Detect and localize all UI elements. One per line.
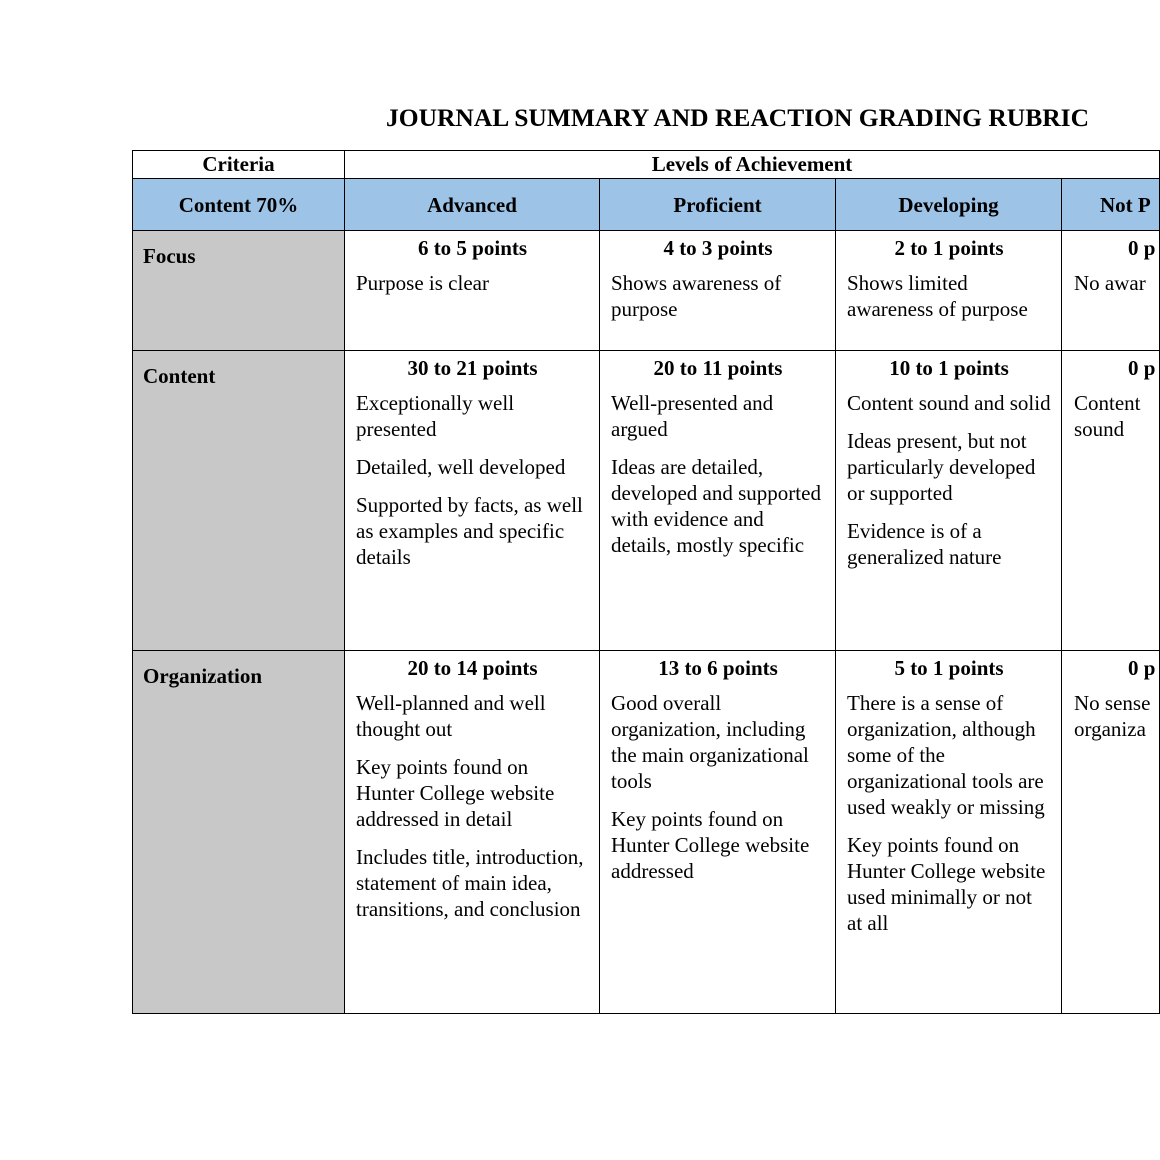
level-cell	[836, 651, 1062, 1014]
descriptor: sound	[1074, 417, 1125, 441]
descriptor: Key points found on Hunter College website addressed in detail	[356, 755, 555, 831]
level-cell	[345, 651, 600, 1014]
document-title: JOURNAL SUMMARY AND REACTION GRADING RUBRIC	[386, 103, 1089, 132]
level-cell	[345, 351, 600, 651]
points-range: 6 to 5 points	[417, 236, 528, 260]
rubric-row	[133, 231, 1160, 351]
descriptor: Key points found on Hunter College website addressed	[611, 807, 810, 883]
descriptor: Well-presented and argued	[611, 391, 774, 441]
level-cell	[600, 351, 836, 651]
points-range: 20 to 11 points	[653, 356, 783, 380]
descriptor: Shows awareness of purpose	[611, 271, 782, 321]
points-range: 0 p	[1128, 656, 1156, 680]
criterion-cell: Organization	[133, 651, 345, 1014]
points-range: 5 to 1 points	[894, 656, 1004, 680]
not-present-header: Not P	[1062, 179, 1160, 231]
descriptor: Evidence is of a generalized nature	[847, 519, 1002, 569]
level-cell	[1062, 231, 1160, 351]
descriptor: Content sound and solid	[847, 391, 1051, 415]
criteria-header: Criteria	[133, 151, 345, 179]
points-range: 10 to 1 points	[889, 356, 1009, 380]
points-range: 30 to 21 points	[407, 356, 538, 380]
points-range: 4 to 3 points	[663, 236, 773, 260]
descriptor: Detailed, well developed	[356, 455, 566, 479]
points-range: 2 to 1 points	[894, 236, 1004, 260]
levels-header: Levels of Achievement	[345, 151, 1160, 179]
grading-rubric-table	[132, 150, 1160, 1014]
category-header: Content 70%	[133, 179, 345, 231]
descriptor: There is a sense of organization, although some of the organizational tools are used weakly or missing	[847, 691, 1045, 819]
descriptor: organiza	[1074, 717, 1146, 741]
level-cell	[836, 231, 1062, 351]
criterion-cell: Content	[133, 351, 345, 651]
rubric-row	[133, 351, 1160, 651]
descriptor: Content	[1074, 391, 1141, 415]
level-cell	[1062, 651, 1160, 1014]
advanced-header: Advanced	[345, 179, 600, 231]
descriptor: Includes title, introduction, statement of main idea, transitions, and conclusion	[356, 845, 584, 921]
points-range: 0 p	[1128, 356, 1156, 380]
column-header-row	[133, 179, 1160, 231]
descriptor: Ideas present, but not particularly developed or supported	[847, 429, 1036, 505]
proficient-header: Proficient	[600, 179, 836, 231]
descriptor: Shows limited awareness of purpose	[847, 271, 1028, 321]
descriptor: Purpose is clear	[356, 271, 489, 295]
level-cell	[600, 651, 836, 1014]
points-range: 13 to 6 points	[658, 656, 778, 680]
developing-header: Developing	[836, 179, 1062, 231]
level-cell	[1062, 351, 1160, 651]
points-range: 0 p	[1128, 236, 1156, 260]
rubric-row	[133, 651, 1160, 1014]
descriptor: Key points found on Hunter College website used minimally or not at all	[847, 833, 1046, 935]
criterion-cell: Focus	[133, 231, 345, 351]
level-cell	[600, 231, 836, 351]
descriptor: Well-planned and well thought out	[356, 691, 546, 741]
descriptor: Good overall organization, including the main organizational tools	[611, 691, 809, 793]
level-cell	[836, 351, 1062, 651]
descriptor: Supported by facts, as well as examples and specific details	[356, 493, 583, 569]
points-range: 20 to 14 points	[407, 656, 538, 680]
descriptor: No awar	[1074, 271, 1146, 295]
header-row	[133, 151, 1160, 179]
descriptor: Exceptionally well presented	[356, 391, 515, 441]
descriptor: Ideas are detailed, developed and supported with evidence and details, mostly specific	[611, 455, 821, 557]
level-cell	[345, 231, 600, 351]
descriptor: No sense	[1074, 691, 1151, 715]
